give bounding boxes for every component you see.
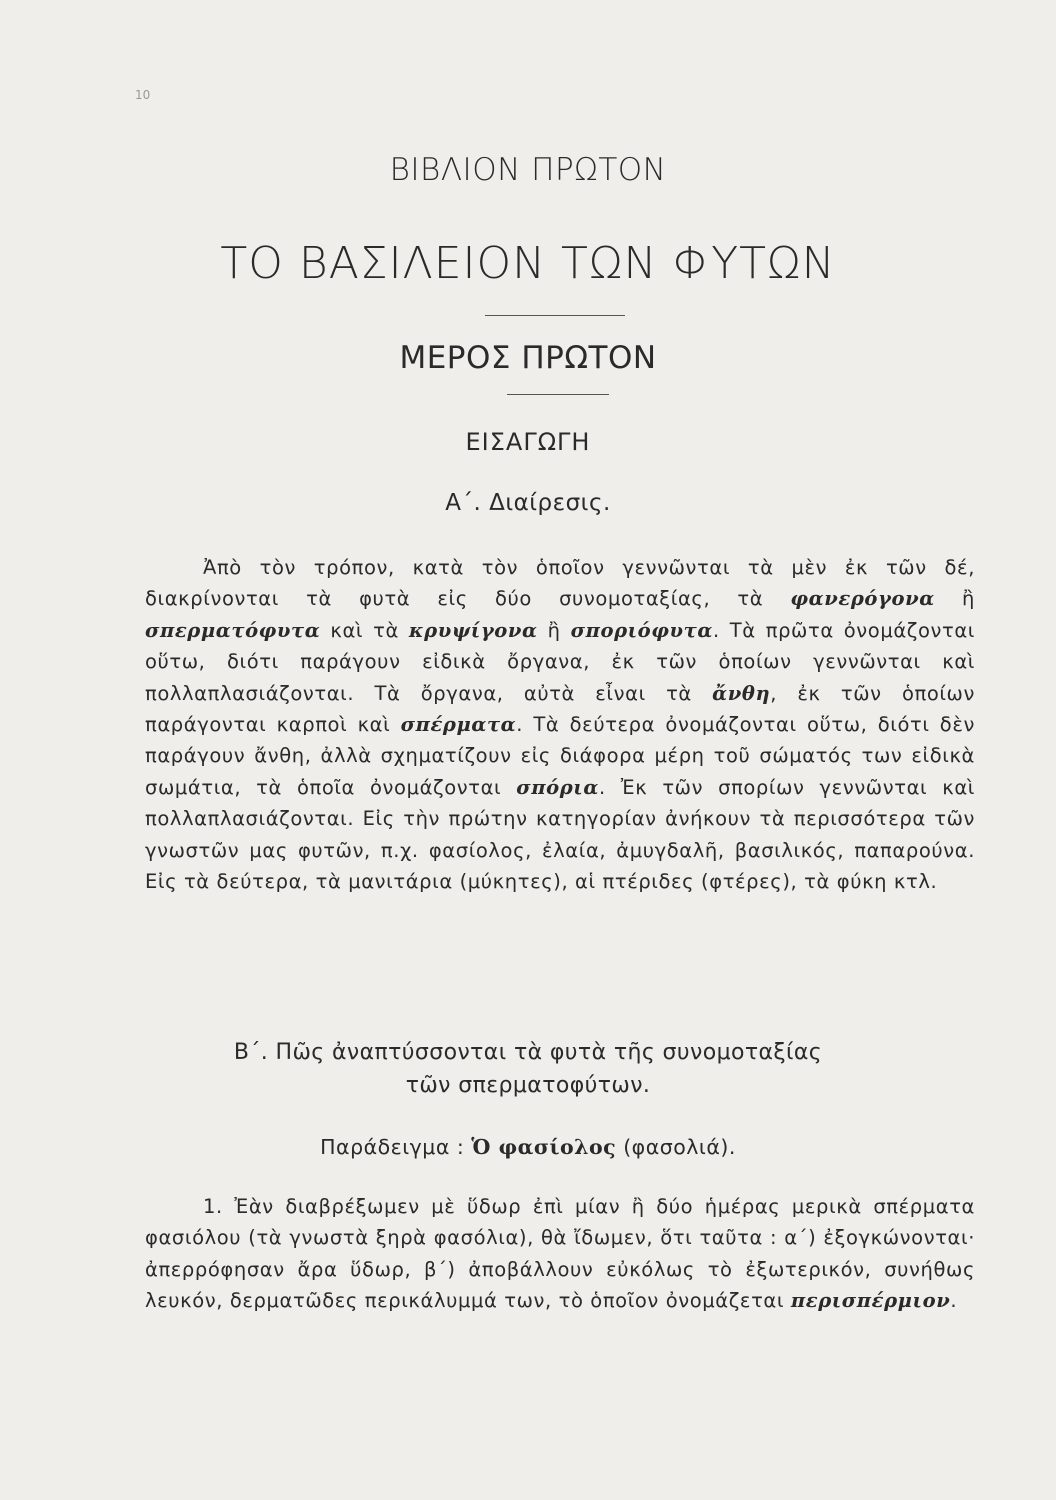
section-b-heading: Β΄. Πῶς ἀναπτύσσονται τὰ φυτὰ τῆς συνομοταξίας τῶν σπερματοφύτων. bbox=[233, 1040, 823, 1098]
intro-title: ΕΙΣΑΓΩΓΗ bbox=[465, 428, 591, 456]
book-title: ΒΙΒΛΙΟΝ ΠΡΩΤΟΝ bbox=[389, 152, 667, 188]
divider bbox=[485, 315, 625, 316]
page-number: 10 bbox=[135, 88, 151, 102]
section-b-paragraph: 1. Ἐὰν διαβρέξωμεν μὲ ὕδωρ ἐπὶ μίαν ἢ δύο ἡμέρας μερικὰ σπέρματα φασιόλου (τὰ γνωστὰ ξηρὰ φασόλια), θὰ ἴδωμεν, ὅτι ταῦτα : α΄) ἐξογκώνονται· ἀπερρόφησαν ἄρα ὕδωρ, β΄) ἀποβάλλουν εὐκόλως τὸ ἐξωτερικόν, συνήθως λευκόν, δερματῶδες περικάλυμμά των, τὸ ὁποῖον ὀνομάζεται περισπέρμιον. bbox=[145, 1195, 975, 1313]
example-line: Παράδειγμα : Ὁ φασίολος (φασολιά). bbox=[320, 1135, 736, 1159]
section-a-paragraph: Ἀπὸ τὸν τρόπον, κατὰ τὸν ὁποῖον γεννῶνται τὰ μὲν ἐκ τῶν δέ, διακρίνονται τὰ φυτὰ εἰς δύο συνομοταξίας, τὰ φανερόγονα ἢ σπερματόφυτα καὶ τὰ κρυψίγονα ἢ σποριόφυτα. Τὰ πρῶτα ὀνομάζονται οὕτω, διότι παράγουν εἰδικὰ ὄργανα, ἐκ τῶν ὁποίων γεννῶνται καὶ πολλαπλασιάζονται. Τὰ ὄργανα, αὐτὰ εἶναι τὰ ἄνθη, ἐκ τῶν ὁποίων παράγονται καρποὶ καὶ σπέρματα. Τὰ δεύτερα ὀνομάζονται οὕτω, διότι δὲν παράγουν ἄνθη, ἀλλὰ σχηματίζουν εἰς διάφορα μέρη τοῦ σώματός των εἰδικὰ σωμάτια, τὰ ὁποῖα ὀνομάζονται σπόρια. Ἐκ τῶν σπορίων γεννῶνται καὶ πολλαπλασιάζονται. Εἰς τὴν πρώτην κατηγορίαν ἀνήκουν τὰ περισσότερα τῶν γνωστῶν μας φυτῶν, π.χ. φασίολος, ἐλαία, ἀμυγδαλῆ, βασιλικός, παπαρούνα. Εἰς τὰ δεύτερα, τὰ μανιτάρια (μύκητες), αἱ πτέριδες (φτέρες), τὰ φύκη κτλ. bbox=[145, 556, 975, 894]
section-a-heading: Α΄. Διαίρεσις. bbox=[445, 490, 611, 516]
part-title: ΜΕΡΟΣ ΠΡΩΤΟΝ bbox=[399, 340, 657, 376]
kingdom-title: ΤΟ ΒΑΣΙΛΕΙΟΝ ΤΩΝ ΦΥΤΩΝ bbox=[220, 238, 836, 289]
divider bbox=[507, 394, 609, 395]
